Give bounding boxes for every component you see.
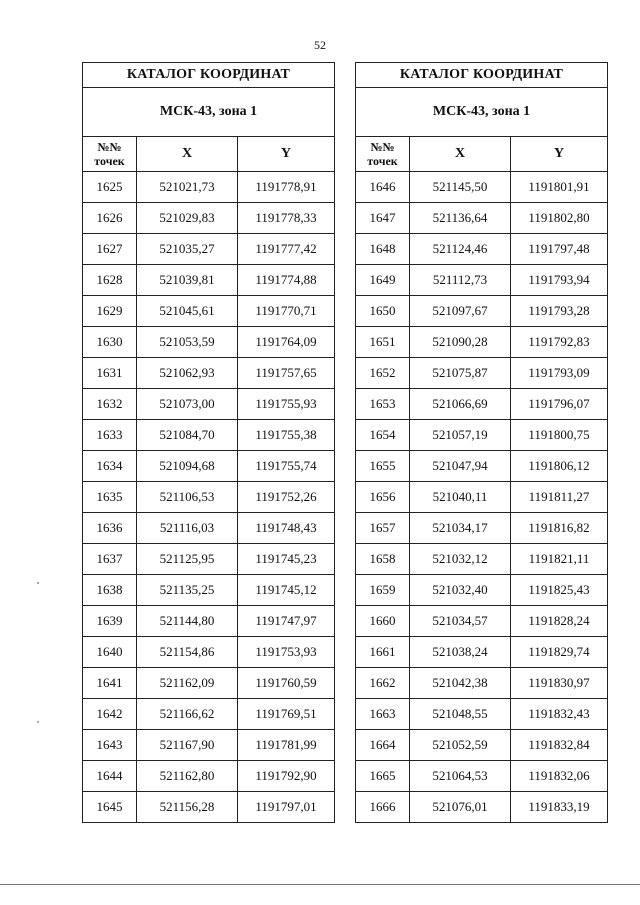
y-coordinate-cell: 1191774,88 xyxy=(238,265,335,296)
point-number-cell: 1633 xyxy=(83,420,137,451)
y-coordinate-cell: 1191748,43 xyxy=(238,513,335,544)
y-coordinate-cell: 1191755,74 xyxy=(238,451,335,482)
y-coordinate-cell: 1191806,12 xyxy=(511,451,608,482)
y-coordinate-cell: 1191757,65 xyxy=(238,358,335,389)
y-coordinate-cell: 1191792,90 xyxy=(238,761,335,792)
y-coordinate-cell: 1191769,51 xyxy=(238,699,335,730)
table-row xyxy=(83,513,335,544)
x-coordinate-cell: 521162,09 xyxy=(137,668,238,699)
point-number-cell: 1665 xyxy=(356,761,410,792)
table-row xyxy=(83,637,335,668)
table-row xyxy=(356,265,608,296)
x-coordinate-cell: 521062,93 xyxy=(137,358,238,389)
table-row xyxy=(356,203,608,234)
x-coordinate-cell: 521136,64 xyxy=(410,203,511,234)
y-coordinate-cell: 1191764,09 xyxy=(238,327,335,358)
point-number-cell: 1647 xyxy=(356,203,410,234)
table-row xyxy=(83,544,335,575)
y-coordinate-cell: 1191801,91 xyxy=(511,172,608,203)
table-row xyxy=(356,420,608,451)
table-row xyxy=(83,730,335,761)
point-number-cell: 1662 xyxy=(356,668,410,699)
y-coordinate-cell: 1191747,97 xyxy=(238,606,335,637)
point-number-cell: 1629 xyxy=(83,296,137,327)
table-row xyxy=(83,761,335,792)
x-coordinate-cell: 521047,94 xyxy=(410,451,511,482)
table-row xyxy=(83,296,335,327)
table-row xyxy=(83,606,335,637)
catalog-title: КАТАЛОГ КООРДИНАТ xyxy=(83,63,335,88)
x-coordinate-cell: 521039,81 xyxy=(137,265,238,296)
y-coordinate-cell: 1191828,24 xyxy=(511,606,608,637)
point-number-cell: 1630 xyxy=(83,327,137,358)
point-number-cell: 1628 xyxy=(83,265,137,296)
x-coordinate-cell: 521116,03 xyxy=(137,513,238,544)
table-row xyxy=(83,389,335,420)
y-coordinate-cell: 1191802,80 xyxy=(511,203,608,234)
x-coordinate-cell: 521032,12 xyxy=(410,544,511,575)
y-coordinate-cell: 1191753,93 xyxy=(238,637,335,668)
table-row xyxy=(356,327,608,358)
y-coordinate-cell: 1191821,11 xyxy=(511,544,608,575)
scan-speck xyxy=(37,582,39,584)
table-row xyxy=(356,172,608,203)
y-coordinate-cell: 1191811,27 xyxy=(511,482,608,513)
point-number-cell: 1644 xyxy=(83,761,137,792)
y-coordinate-cell: 1191777,42 xyxy=(238,234,335,265)
x-coordinate-cell: 521029,83 xyxy=(137,203,238,234)
table-row xyxy=(83,358,335,389)
point-number-cell: 1651 xyxy=(356,327,410,358)
table-row xyxy=(356,699,608,730)
table-row xyxy=(83,699,335,730)
catalog-title: КАТАЛОГ КООРДИНАТ xyxy=(356,63,608,88)
table-row xyxy=(356,668,608,699)
x-coordinate-cell: 521162,80 xyxy=(137,761,238,792)
x-coordinate-cell: 521145,50 xyxy=(410,172,511,203)
table-row xyxy=(356,451,608,482)
y-coordinate-cell: 1191796,07 xyxy=(511,389,608,420)
table-row xyxy=(356,606,608,637)
table-row xyxy=(356,730,608,761)
point-number-cell: 1666 xyxy=(356,792,410,823)
scan-speck xyxy=(37,721,39,723)
x-coordinate-cell: 521097,67 xyxy=(410,296,511,327)
point-number-cell: 1654 xyxy=(356,420,410,451)
x-header: X xyxy=(410,137,511,172)
y-coordinate-cell: 1191793,09 xyxy=(511,358,608,389)
y-coordinate-cell: 1191832,84 xyxy=(511,730,608,761)
x-coordinate-cell: 521090,28 xyxy=(410,327,511,358)
page-number: 52 xyxy=(314,38,326,52)
table-row xyxy=(356,637,608,668)
catalog-rows xyxy=(83,172,335,823)
table-row xyxy=(356,544,608,575)
coordinate-catalog-right xyxy=(355,62,608,823)
y-coordinate-cell: 1191800,75 xyxy=(511,420,608,451)
point-number-cell: 1649 xyxy=(356,265,410,296)
coordinate-system-zone: МСК-43, зона 1 xyxy=(356,88,608,137)
y-coordinate-cell: 1191816,82 xyxy=(511,513,608,544)
x-coordinate-cell: 521021,73 xyxy=(137,172,238,203)
table-row xyxy=(356,513,608,544)
y-coordinate-cell: 1191760,59 xyxy=(238,668,335,699)
x-header: X xyxy=(137,137,238,172)
table-row xyxy=(83,327,335,358)
x-coordinate-cell: 521035,27 xyxy=(137,234,238,265)
x-coordinate-cell: 521084,70 xyxy=(137,420,238,451)
y-coordinate-cell: 1191755,93 xyxy=(238,389,335,420)
x-coordinate-cell: 521094,68 xyxy=(137,451,238,482)
y-coordinate-cell: 1191797,01 xyxy=(238,792,335,823)
point-number-cell: 1648 xyxy=(356,234,410,265)
point-number-cell: 1627 xyxy=(83,234,137,265)
table-row xyxy=(83,451,335,482)
y-coordinate-cell: 1191745,12 xyxy=(238,575,335,606)
y-coordinate-cell: 1191793,28 xyxy=(511,296,608,327)
x-coordinate-cell: 521076,01 xyxy=(410,792,511,823)
y-header: Y xyxy=(511,137,608,172)
point-number-cell: 1664 xyxy=(356,730,410,761)
table-row xyxy=(83,234,335,265)
x-coordinate-cell: 521166,62 xyxy=(137,699,238,730)
table-row xyxy=(83,575,335,606)
y-coordinate-cell: 1191797,48 xyxy=(511,234,608,265)
y-coordinate-cell: 1191832,06 xyxy=(511,761,608,792)
point-number-cell: 1646 xyxy=(356,172,410,203)
point-number-header: №№ точек xyxy=(83,137,137,172)
x-coordinate-cell: 521112,73 xyxy=(410,265,511,296)
point-number-cell: 1634 xyxy=(83,451,137,482)
point-number-cell: 1636 xyxy=(83,513,137,544)
point-number-cell: 1645 xyxy=(83,792,137,823)
x-coordinate-cell: 521154,86 xyxy=(137,637,238,668)
catalog-rows xyxy=(356,172,608,823)
table-row xyxy=(83,203,335,234)
x-coordinate-cell: 521106,53 xyxy=(137,482,238,513)
point-number-cell: 1661 xyxy=(356,637,410,668)
y-header: Y xyxy=(238,137,335,172)
x-coordinate-cell: 521057,19 xyxy=(410,420,511,451)
x-coordinate-cell: 521034,17 xyxy=(410,513,511,544)
point-number-cell: 1659 xyxy=(356,575,410,606)
x-coordinate-cell: 521064,53 xyxy=(410,761,511,792)
table-row xyxy=(83,482,335,513)
table-row xyxy=(83,420,335,451)
table-row xyxy=(356,575,608,606)
point-number-cell: 1642 xyxy=(83,699,137,730)
point-number-cell: 1640 xyxy=(83,637,137,668)
x-coordinate-cell: 521124,46 xyxy=(410,234,511,265)
y-coordinate-cell: 1191745,23 xyxy=(238,544,335,575)
point-number-cell: 1653 xyxy=(356,389,410,420)
y-coordinate-cell: 1191755,38 xyxy=(238,420,335,451)
point-number-header: №№ точек xyxy=(356,137,410,172)
table-row xyxy=(356,296,608,327)
point-number-cell: 1650 xyxy=(356,296,410,327)
coordinate-catalog-left xyxy=(82,62,335,823)
y-coordinate-cell: 1191778,91 xyxy=(238,172,335,203)
x-coordinate-cell: 521125,95 xyxy=(137,544,238,575)
y-coordinate-cell: 1191793,94 xyxy=(511,265,608,296)
y-coordinate-cell: 1191752,26 xyxy=(238,482,335,513)
x-coordinate-cell: 521034,57 xyxy=(410,606,511,637)
y-coordinate-cell: 1191830,97 xyxy=(511,668,608,699)
x-coordinate-cell: 521073,00 xyxy=(137,389,238,420)
point-number-cell: 1638 xyxy=(83,575,137,606)
coordinate-system-zone: МСК-43, зона 1 xyxy=(83,88,335,137)
x-coordinate-cell: 521052,59 xyxy=(410,730,511,761)
y-coordinate-cell: 1191825,43 xyxy=(511,575,608,606)
point-number-cell: 1637 xyxy=(83,544,137,575)
y-coordinate-cell: 1191778,33 xyxy=(238,203,335,234)
point-number-cell: 1641 xyxy=(83,668,137,699)
x-coordinate-cell: 521156,28 xyxy=(137,792,238,823)
y-coordinate-cell: 1191781,99 xyxy=(238,730,335,761)
y-coordinate-cell: 1191833,19 xyxy=(511,792,608,823)
point-number-cell: 1657 xyxy=(356,513,410,544)
table-row xyxy=(356,389,608,420)
x-coordinate-cell: 521032,40 xyxy=(410,575,511,606)
point-number-cell: 1639 xyxy=(83,606,137,637)
point-number-cell: 1663 xyxy=(356,699,410,730)
x-coordinate-cell: 521066,69 xyxy=(410,389,511,420)
x-coordinate-cell: 521075,87 xyxy=(410,358,511,389)
x-coordinate-cell: 521144,80 xyxy=(137,606,238,637)
table-row xyxy=(83,792,335,823)
table-row xyxy=(83,668,335,699)
point-number-cell: 1625 xyxy=(83,172,137,203)
table-row xyxy=(356,358,608,389)
point-number-cell: 1655 xyxy=(356,451,410,482)
x-coordinate-cell: 521135,25 xyxy=(137,575,238,606)
x-coordinate-cell: 521038,24 xyxy=(410,637,511,668)
x-coordinate-cell: 521053,59 xyxy=(137,327,238,358)
x-coordinate-cell: 521045,61 xyxy=(137,296,238,327)
x-coordinate-cell: 521167,90 xyxy=(137,730,238,761)
table-row xyxy=(83,265,335,296)
point-number-cell: 1656 xyxy=(356,482,410,513)
x-coordinate-cell: 521048,55 xyxy=(410,699,511,730)
point-number-cell: 1626 xyxy=(83,203,137,234)
table-row xyxy=(356,234,608,265)
y-coordinate-cell: 1191832,43 xyxy=(511,699,608,730)
point-number-cell: 1632 xyxy=(83,389,137,420)
table-row xyxy=(356,761,608,792)
point-number-cell: 1652 xyxy=(356,358,410,389)
table-row xyxy=(356,792,608,823)
y-coordinate-cell: 1191829,74 xyxy=(511,637,608,668)
point-number-cell: 1635 xyxy=(83,482,137,513)
x-coordinate-cell: 521040,11 xyxy=(410,482,511,513)
y-coordinate-cell: 1191770,71 xyxy=(238,296,335,327)
table-row xyxy=(83,172,335,203)
point-number-cell: 1631 xyxy=(83,358,137,389)
point-number-cell: 1643 xyxy=(83,730,137,761)
x-coordinate-cell: 521042,38 xyxy=(410,668,511,699)
y-coordinate-cell: 1191792,83 xyxy=(511,327,608,358)
table-row xyxy=(356,482,608,513)
page-bottom-rule xyxy=(0,884,640,885)
point-number-cell: 1660 xyxy=(356,606,410,637)
point-number-cell: 1658 xyxy=(356,544,410,575)
